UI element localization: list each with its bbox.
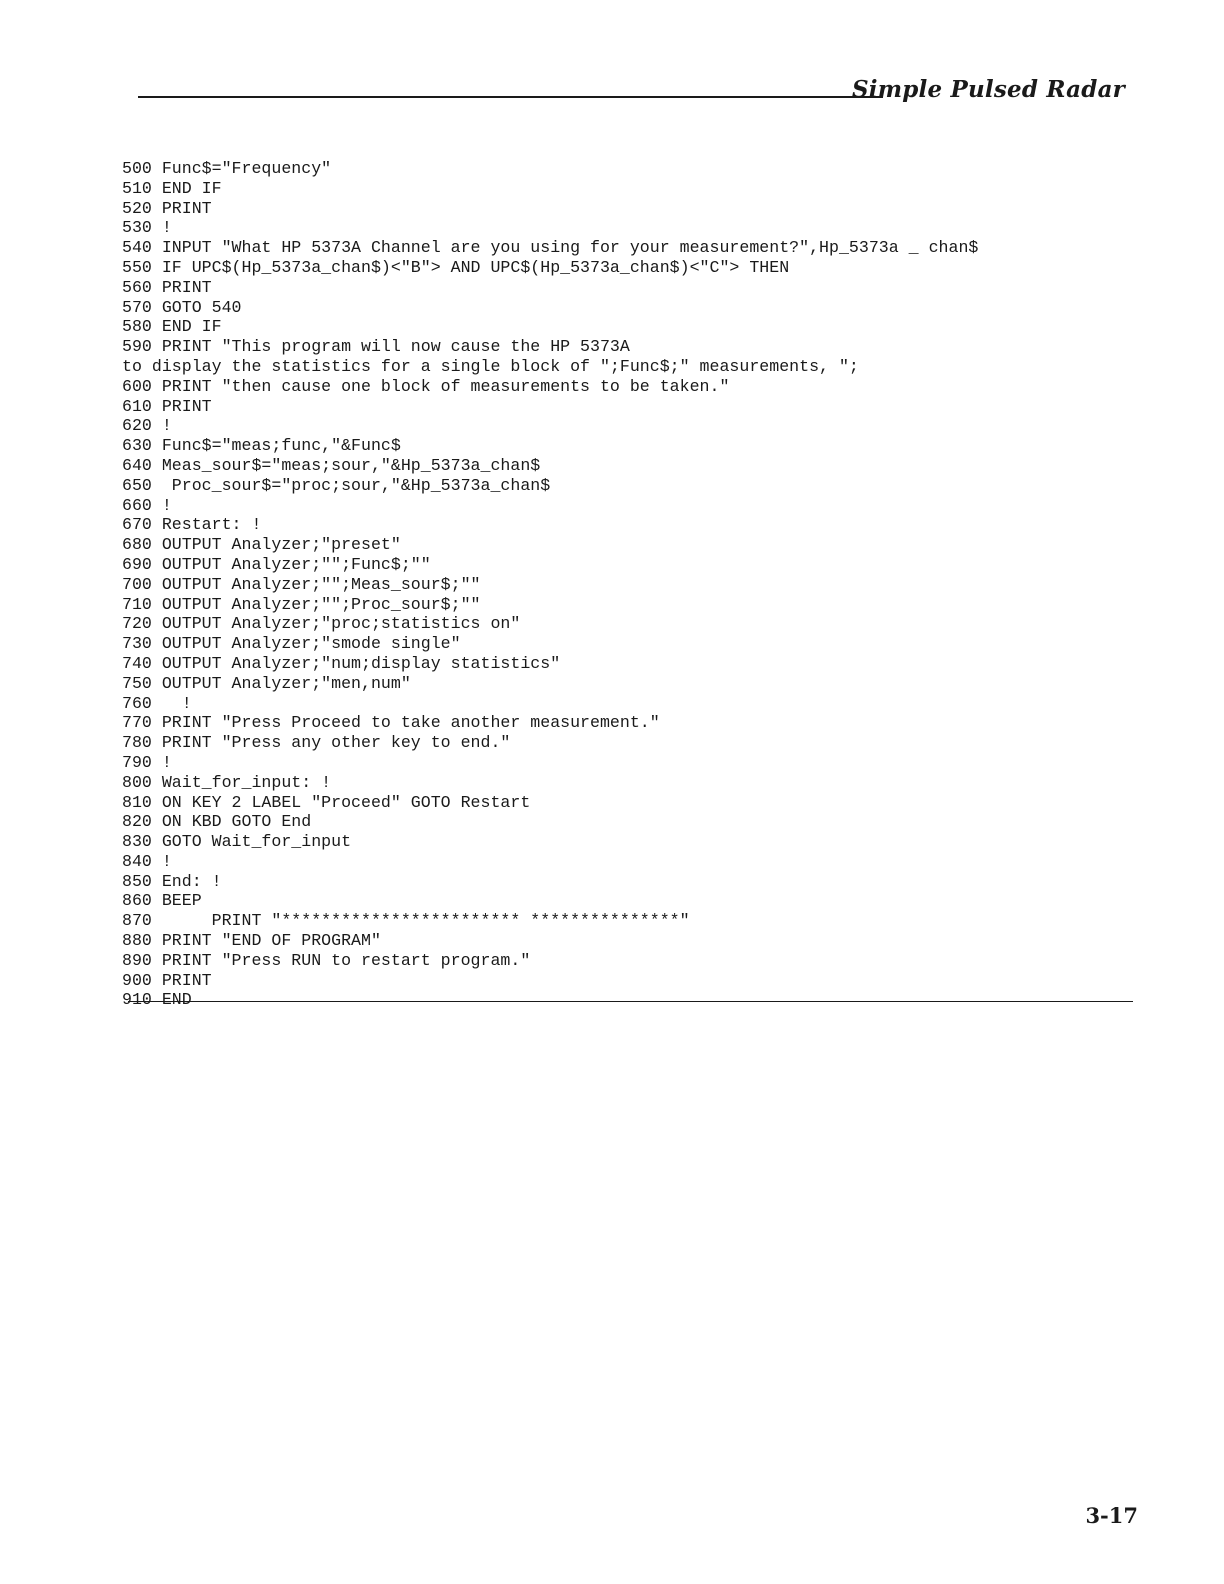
code-line: 820 ON KBD GOTO End [122, 812, 312, 832]
code-line: 560 PRINT [122, 277, 212, 297]
code-line: 570 GOTO 540 [122, 297, 242, 317]
code-line: 700 OUTPUT Analyzer;"";Meas_sour$;"" [122, 574, 481, 594]
code-line: 670 Restart: ! [122, 515, 262, 535]
code-line: 650 Proc_sour$="proc;sour,"&Hp_5373a_chan$ [122, 475, 551, 495]
code-line: 830 GOTO Wait_for_input [122, 832, 352, 852]
code-line: 610 PRINT [122, 396, 212, 416]
code-line: 840 ! [122, 851, 172, 871]
program-listing [122, 159, 978, 1010]
code-line: 850 End: ! [122, 871, 222, 891]
code-line: 630 Func$="meas;func,"&Func$ [122, 436, 401, 456]
code-line: 590 PRINT "This program will now cause the HP 5373A [122, 337, 630, 357]
code-line: 750 OUTPUT Analyzer;"men,num" [122, 673, 411, 693]
code-line: 780 PRINT "Press any other key to end." [122, 733, 511, 753]
code-line: 660 ! [122, 495, 172, 515]
page-number: 3-17 [1085, 1503, 1138, 1528]
code-line: 870 PRINT "************************ ***************" [122, 911, 690, 931]
code-line: 810 ON KEY 2 LABEL "Proceed" GOTO Restart [122, 792, 531, 812]
code-line: 680 OUTPUT Analyzer;"preset" [122, 535, 401, 555]
code-line: 500 Func$="Frequency" [122, 159, 332, 178]
code-line: 720 OUTPUT Analyzer;"proc;statistics on" [122, 614, 521, 634]
code-line: 770 PRINT "Press Proceed to take another measurement." [122, 713, 660, 733]
code-line: 730 OUTPUT Analyzer;"smode single" [122, 634, 461, 654]
header-rule [138, 96, 883, 98]
code-line: 790 ! [122, 752, 172, 772]
code-line: 520 PRINT [122, 198, 212, 218]
code-line: 580 END IF [122, 317, 222, 337]
code-line: 710 OUTPUT Analyzer;"";Proc_sour$;"" [122, 594, 481, 614]
code-line: 640 Meas_sour$="meas;sour,"&Hp_5373a_chan$ [122, 455, 541, 475]
code-line: 740 OUTPUT Analyzer;"num;display statistics" [122, 653, 561, 673]
code-line: 510 END IF [122, 178, 222, 198]
running-header-title: Simple Pulsed Radar [851, 76, 1125, 103]
code-line: 800 Wait_for_input: ! [122, 772, 332, 792]
code-line: 540 INPUT "What HP 5373A Channel are you using for your measurement?",Hp_5373a _ chan$ [122, 238, 979, 258]
listing-end-rule [128, 1001, 1133, 1002]
code-line: 760 ! [122, 693, 192, 713]
code-line: 860 BEEP [122, 891, 202, 911]
code-line: 910 END [122, 990, 192, 1010]
code-line: 690 OUTPUT Analyzer;"";Func$;"" [122, 554, 431, 574]
code-line: 880 PRINT "END OF PROGRAM" [122, 931, 381, 951]
code-line: 900 PRINT [122, 970, 212, 990]
code-line: 530 ! [122, 218, 172, 238]
code-line: 620 ! [122, 416, 172, 436]
code-line: to display the statistics for a single block of ";Func$;" measurements, "; [122, 356, 859, 376]
code-line: 890 PRINT "Press RUN to restart program." [122, 950, 531, 970]
code-line: 550 IF UPC$(Hp_5373a_chan$)<"B"> AND UPC$(Hp_5373a_chan$)<"C"> THEN [122, 257, 790, 277]
code-line: 600 PRINT "then cause one block of measurements to be taken." [122, 376, 730, 396]
